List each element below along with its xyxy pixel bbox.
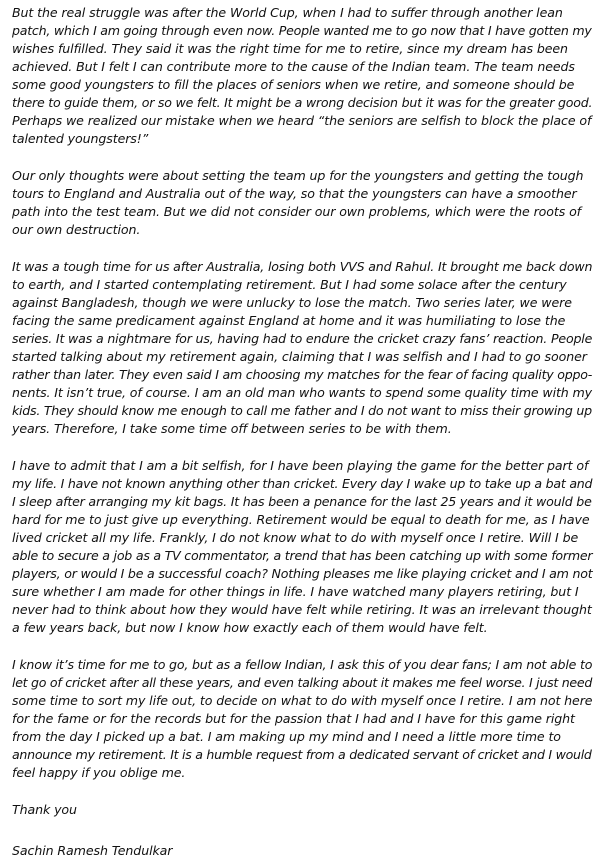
paragraph-line: It was a tough time for us after Australia, losing both VVS and Rahul. It brought me back down — [12, 259, 593, 274]
paragraph-line: never had to think about how they would have felt while retiring. It was an irrelevant thought — [12, 602, 592, 617]
paragraph-line: Our only thoughts were about setting the team up for the youngsters and getting the tough — [12, 168, 584, 183]
paragraph-line: hard for me to just give up everything. Retirement would be equal to death for me, as I have — [12, 512, 590, 527]
paragraph-line: I sleep after arranging my kit bags. It has been a penance for the last 25 years and it would be — [12, 494, 592, 509]
signature-line: Sachin Ramesh Tendulkar — [12, 843, 173, 858]
paragraph-line: announce my retirement. It is a humble request from a dedicated servant of cricket and I would — [12, 747, 592, 762]
letter-paragraph — [12, 4, 592, 148]
paragraph-line: there to guide them, or so we felt. It might be a wrong decision but it was for the greater good. — [12, 95, 593, 110]
paragraph-line: players, or would I be a successful coach? Nothing pleases me like playing cricket and I am not — [12, 566, 593, 581]
letter-paragraph — [12, 258, 592, 438]
paragraph-line: some good youngsters to fill the places of seniors when we retire, and someone should be — [12, 77, 575, 92]
letter-body — [12, 4, 592, 782]
paragraph-line: facing the same predicament against England at home and it was humiliating to lose the — [12, 313, 566, 328]
paragraph-line: started talking about my retirement again, claiming that I was selfish and I had to go sooner — [12, 349, 587, 364]
paragraph-line: some time to sort my life out, to decide on what to do with myself once I retire. I am not here — [12, 693, 593, 708]
paragraph-line: kids. They should know me enough to call me father and I do not want to miss their growing up — [12, 403, 592, 418]
paragraph-line: able to secure a job as a TV commentator, a trend that has been catching up with some former — [12, 548, 593, 563]
letter-paragraph — [12, 656, 592, 782]
paragraph-line: path into the test team. But we did not consider our own problems, which were the roots of — [12, 204, 582, 219]
letter-paragraph — [12, 457, 592, 637]
paragraph-line: Perhaps we realized our mistake when we heard “the seniors are selfish to block the place of — [12, 113, 592, 128]
paragraph-line: feel happy if you oblige me. — [12, 765, 186, 780]
paragraph-line: series. It was a nightmare for us, having had to endure the cricket crazy fans’ reaction. People — [12, 331, 593, 346]
paragraph-line: our own destruction. — [12, 222, 141, 237]
paragraph-line: to earth, and I started contemplating retirement. But I had some solace after the century — [12, 277, 567, 292]
paragraph-line: rather than later. They even said I am choosing my matches for the fear of facing quality oppo- — [12, 367, 593, 382]
paragraph-line: But the real struggle was after the World Cup, when I had to suffer through another lean — [12, 5, 563, 20]
paragraph-line: achieved. But I felt I can contribute more to the cause of the Indian team. The team needs — [12, 59, 575, 74]
closing-line: Thank you — [12, 802, 77, 817]
paragraph-line: sure whether I am made for other things in life. I have watched many players retiring, but I — [12, 584, 579, 599]
paragraph-line: nents. It isn’t true, of course. I am an old man who wants to spend some quality time with my — [12, 385, 592, 400]
paragraph-line: lived cricket all my life. Frankly, I do not know what to do with myself once I retire. Will I be — [12, 530, 579, 545]
paragraph-line: tours to England and Australia out of the way, so that the youngsters can have a smoother — [12, 186, 577, 201]
paragraph-line: wishes fulfilled. They said it was the right time for me to retire, since my dream has been — [12, 41, 568, 56]
paragraph-line: I have to admit that I am a bit selfish, for I have been playing the game for the better part of — [12, 458, 589, 473]
paragraph-line: years. Therefore, I take some time off between series to be with them. — [12, 421, 452, 436]
letter-paragraph — [12, 167, 592, 239]
paragraph-line: a few years back, but now I know how exactly each of them would have felt. — [12, 620, 488, 635]
paragraph-line: for the fame or for the records but for the passion that I had and I have for this game right — [12, 711, 575, 726]
paragraph-line: talented youngsters!” — [12, 131, 149, 146]
paragraph-line: patch, which I am going through even now. People wanted me to go now that I have gotten my — [12, 23, 592, 38]
paragraph-line: let go of cricket after all these years, and even talking about it makes me feel worse. I just need — [12, 675, 593, 690]
paragraph-line: against Bangladesh, though we were unlucky to lose the match. Two series later, we were — [12, 295, 572, 310]
paragraph-line: from the day I picked up a bat. I am making up my mind and I need a little more time to — [12, 729, 561, 744]
paragraph-line: I know it’s time for me to go, but as a fellow Indian, I ask this of you dear fans; I am not able to — [12, 657, 593, 672]
paragraph-line: my life. I have not known anything other than cricket. Every day I wake up to take up a bat and — [12, 476, 593, 491]
